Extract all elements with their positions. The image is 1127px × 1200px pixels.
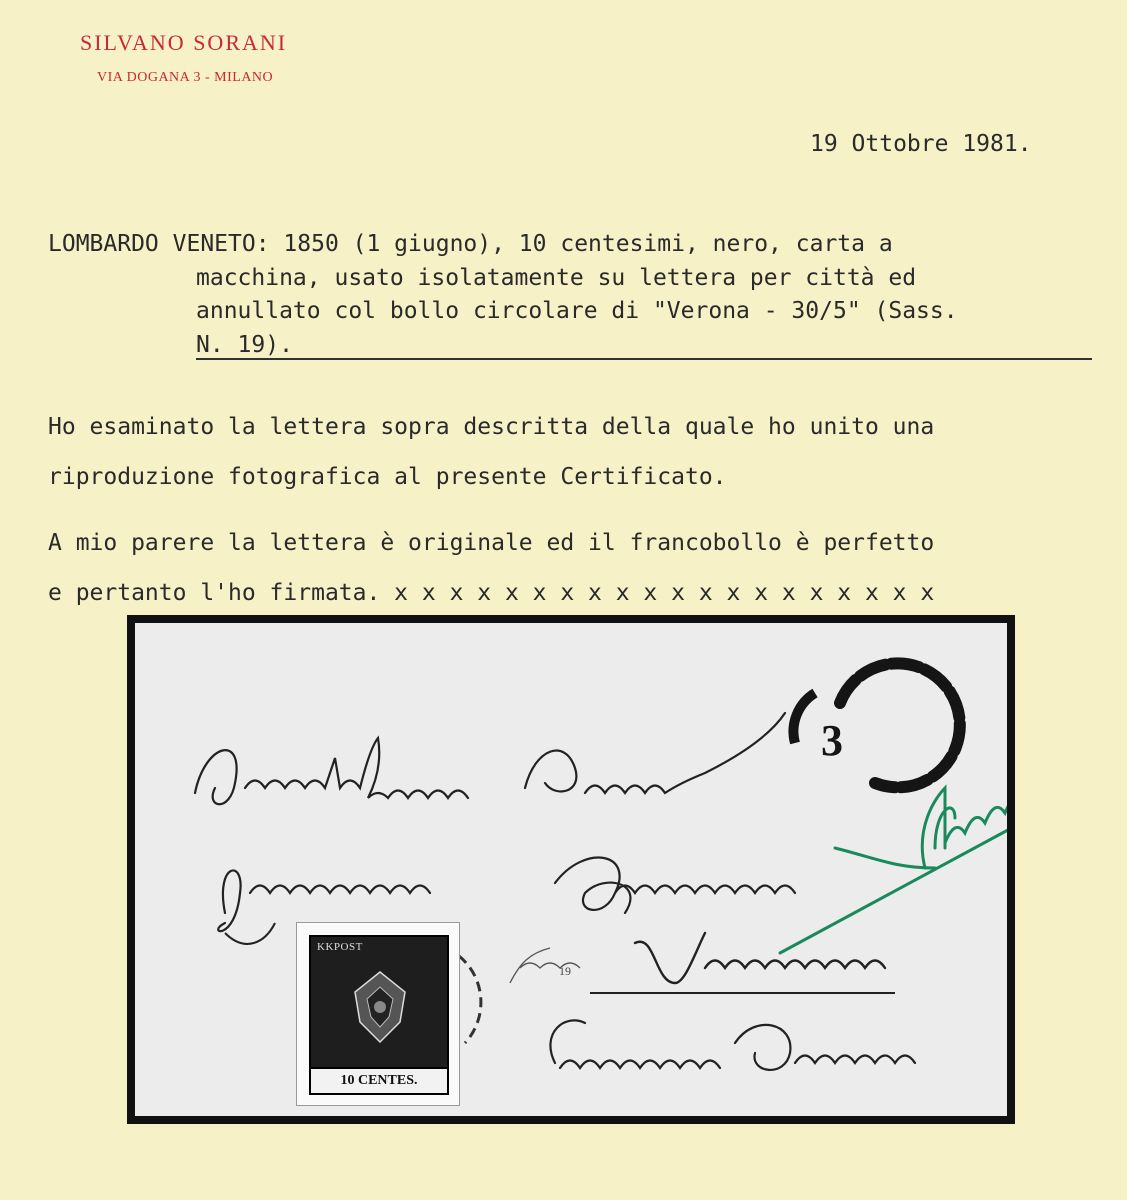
cover-photograph [127, 615, 1015, 1124]
description-line-3: annullato col bollo circolare di "Verona - 30/5" (Sass. [196, 298, 958, 324]
certificate-date: 19 Ottobre 1981. [810, 131, 1032, 157]
address-line-1 [195, 713, 785, 804]
description-line-4: N. 19). [196, 332, 293, 358]
body-line-3: A mio parere la lettera è originale ed il francobollo è perfetto [48, 530, 935, 556]
description-rule [196, 358, 1092, 360]
stamp-top-text: KKPOST [317, 941, 363, 953]
postage-stamp [296, 922, 460, 1106]
stamp-crest [345, 967, 415, 1047]
cover-envelope [135, 623, 1007, 1116]
green-signature [780, 783, 1007, 953]
address-street [550, 1020, 915, 1070]
pencil-note: 19 [559, 964, 571, 978]
body-line-4: e pertanto l'ho firmata. x x x x x x x x x x x x x x x x x x x x [48, 580, 935, 606]
address-line-2 [218, 858, 795, 932]
address-city [635, 933, 885, 983]
postmark-number: 3 [821, 716, 843, 765]
stamp-design [309, 935, 449, 1095]
description-line-1: LOMBARDO VENETO: 1850 (1 giugno), 10 centesimi, nero, carta a [48, 231, 893, 257]
description-line-2: macchina, usato isolatamente su lettera per città ed [196, 265, 917, 291]
circular-postmark [793, 663, 959, 787]
letterhead-name: SILVANO SORANI [80, 30, 288, 55]
letterhead-address: VIA DOGANA 3 - MILANO [97, 70, 274, 85]
body-line-1: Ho esaminato la lettera sopra descritta della quale ho unito una [48, 414, 935, 440]
cover-handwriting [135, 623, 1007, 1116]
stamp-value: 10 CENTES. [311, 1067, 447, 1093]
body-line-2: riproduzione fotografica al presente Certificato. [48, 464, 727, 490]
